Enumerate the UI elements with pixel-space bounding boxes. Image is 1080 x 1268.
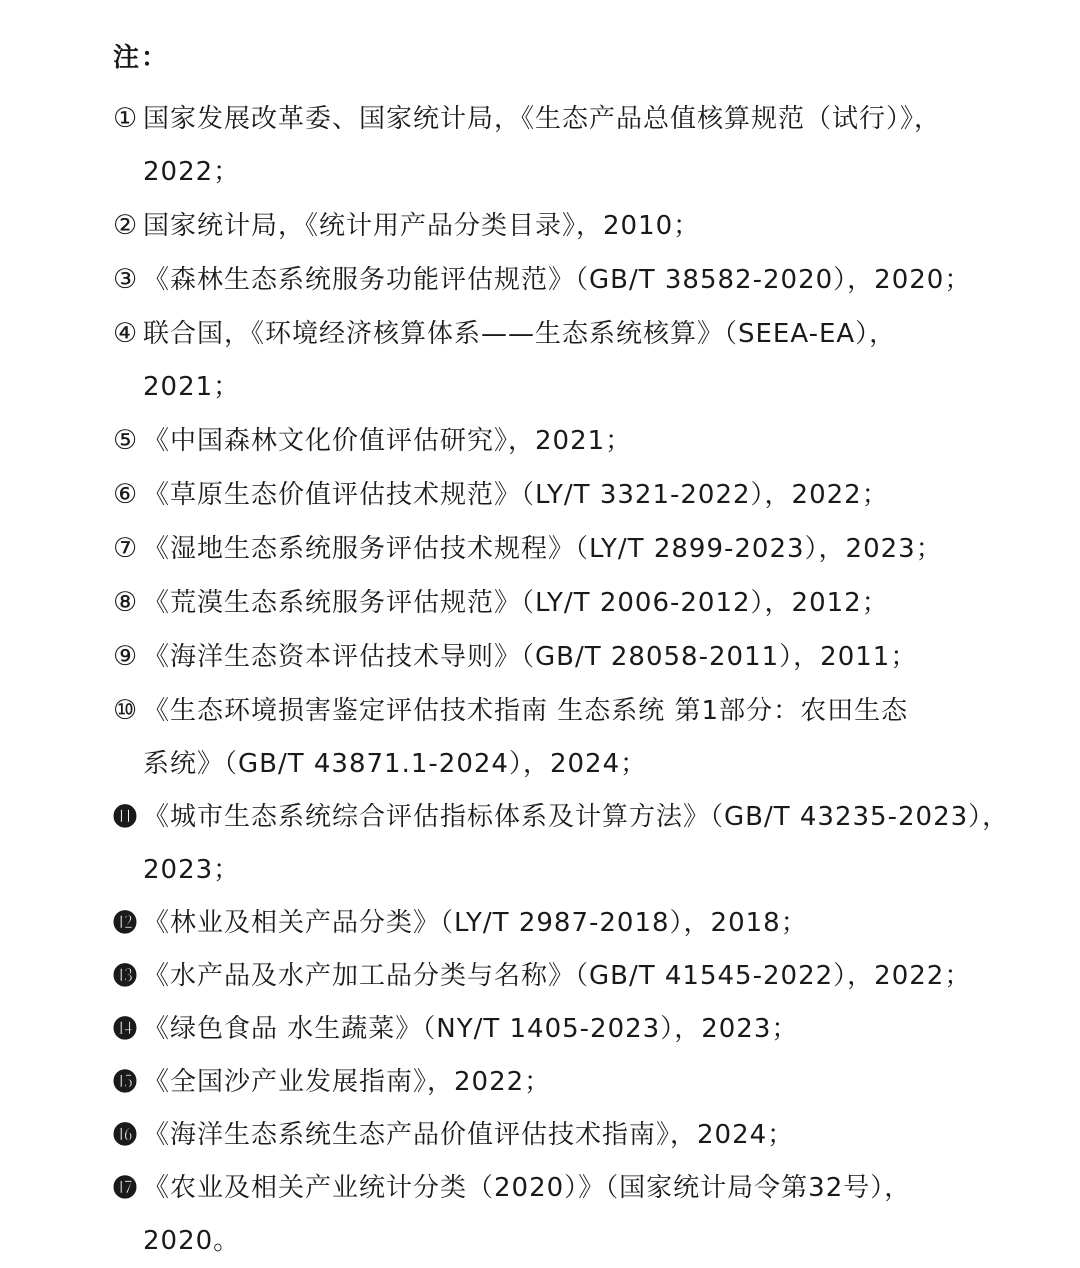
note-text: 国家统计局，《统计用产品分类目录》，2010； [143,211,701,241]
note-number: ⓱ [113,1174,138,1202]
note-number: ⑧ [113,587,139,618]
note-text: 《森林生态系统服务功能评估规范》（GB/T 38582-2020），2020； [143,265,972,295]
notes-document [113,38,1013,1268]
note-number: ⓫ [113,803,138,831]
note-number: ⓬ [113,909,138,937]
note-text: 《水产品及水产加工品分类与名称》（GB/T 41545-2022），2022； [143,961,972,991]
note-number: ① [113,103,139,134]
note-item-14 [113,1003,1013,1056]
note-number: ⑤ [113,425,139,456]
note-item-11 [113,791,1013,897]
note-text: 《海洋生态系统生态产品价值评估技术指南》，2024； [143,1120,795,1150]
note-text: 《湿地生态系统服务评估技术规程》（LY/T 2899-2023），2023； [143,534,943,564]
note-text: 《生态环境损害鉴定评估技术指南 生态系统 第1部分：农田生态 [143,696,909,726]
note-number: ⑥ [113,479,139,510]
note-item-12 [113,897,1013,950]
note-text-continued: 2021； [143,372,241,402]
note-text: 《荒漠生态系统服务评估规范》（LY/T 2006-2012），2012； [143,588,889,618]
note-text: 《海洋生态资本评估技术导则》（GB/T 28058-2011），2011； [143,642,918,672]
note-item-13 [113,950,1013,1003]
note-item-10 [113,684,1013,791]
note-item-3 [113,253,1013,307]
note-item-8 [113,576,1013,630]
note-number: ⓯ [113,1068,138,1096]
note-text: 《城市生态系统综合评估指标体系及计算方法》（GB/T 43235-2023）， [143,802,1010,832]
note-item-17 [113,1162,1013,1268]
note-number: ⑦ [113,533,139,564]
note-item-15 [113,1056,1013,1109]
note-text: 《中国森林文化价值评估研究》，2021； [143,426,633,456]
notes-heading: 注： [113,43,170,73]
note-number: ② [113,210,139,241]
note-text-continued: 2022； [143,157,241,187]
note-number: ③ [113,264,139,295]
note-number: ⑨ [113,641,139,672]
note-text: 《林业及相关产品分类》（LY/T 2987-2018），2018； [143,908,808,938]
note-number: ⓮ [113,1015,138,1043]
note-number: ⓭ [113,962,138,990]
note-text-continued: 2023； [143,855,241,885]
note-number: ⓰ [113,1121,138,1149]
note-item-1 [113,92,1013,199]
note-item-16 [113,1109,1013,1162]
note-text-continued: 系统》（GB/T 43871.1-2024），2024； [143,749,648,779]
note-item-9 [113,630,1013,684]
note-item-7 [113,522,1013,576]
note-number: ④ [113,318,139,349]
note-text: 国家发展改革委、国家统计局，《生态产品总值核算规范（试行）》， [143,104,942,134]
note-item-2 [113,199,1013,253]
note-item-6 [113,468,1013,522]
note-text: 《农业及相关产业统计分类（2020）》（国家统计局令第32号）， [143,1173,912,1203]
note-text: 联合国，《环境经济核算体系——生态系统核算》（SEEA-EA）， [143,319,897,349]
note-text: 《绿色食品 水生蔬菜》（NY/T 1405-2023），2023； [143,1014,799,1044]
note-text-continued: 2020。 [143,1226,241,1256]
note-number: ⑩ [113,695,139,726]
note-text: 《草原生态价值评估技术规范》（LY/T 3321-2022），2022； [143,480,889,510]
note-text: 《全国沙产业发展指南》，2022； [143,1067,552,1097]
note-item-4 [113,307,1013,414]
note-item-5 [113,414,1013,468]
